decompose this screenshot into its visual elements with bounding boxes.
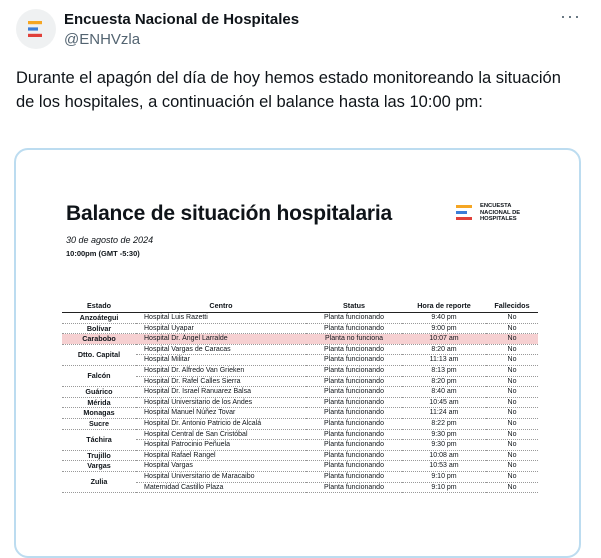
- column-header-hora: Hora de reporte: [402, 300, 486, 313]
- fallecidos-cell: No: [486, 461, 538, 472]
- status-cell: Planta funcionando: [306, 355, 402, 366]
- estado-cell: Carabobo: [62, 334, 136, 345]
- centro-cell: Hospital Dr. Israel Ranuarez Balsa: [136, 387, 306, 398]
- fallecidos-cell: No: [486, 440, 538, 451]
- centro-cell: Hospital Central de San Cristóbal: [136, 429, 306, 440]
- table-row: [62, 313, 538, 324]
- table-row: [62, 323, 538, 334]
- table-row: [62, 418, 538, 429]
- fallecidos-cell: No: [486, 376, 538, 387]
- estado-cell: Falcón: [62, 365, 136, 386]
- centro-cell: Hospital Universitario de los Andes: [136, 397, 306, 408]
- document-date: 30 de agosto de 2024: [66, 235, 154, 245]
- document-title: Balance de situación hospitalaria: [66, 202, 393, 225]
- document-time: 10:00pm (GMT -5:30): [66, 249, 140, 258]
- status-cell: Planta funcionando: [306, 387, 402, 398]
- author-handle[interactable]: @ENHVzla: [64, 31, 141, 48]
- status-cell: Planta funcionando: [306, 429, 402, 440]
- hora-cell: 8:20 pm: [402, 376, 486, 387]
- logo-line: HOSPITALES: [480, 216, 517, 223]
- fallecidos-cell: No: [486, 450, 538, 461]
- fallecidos-cell: No: [486, 365, 538, 376]
- hora-cell: 11:13 am: [402, 355, 486, 366]
- table-row: [62, 461, 538, 472]
- fallecidos-cell: No: [486, 397, 538, 408]
- status-cell: Planta funcionando: [306, 344, 402, 355]
- estado-cell: Zulia: [62, 471, 136, 492]
- hora-cell: 10:07 am: [402, 334, 486, 345]
- hora-cell: 8:13 pm: [402, 365, 486, 376]
- hora-cell: 10:45 am: [402, 397, 486, 408]
- fallecidos-cell: No: [486, 387, 538, 398]
- centro-cell: Hospital Manuel Núñez Tovar: [136, 408, 306, 419]
- estado-cell: Dtto. Capital: [62, 344, 136, 365]
- centro-cell: Hospital Patrocinio Peñuela: [136, 440, 306, 451]
- fallecidos-cell: No: [486, 471, 538, 482]
- fallecidos-cell: No: [486, 482, 538, 493]
- logo-line: ENCUESTA: [480, 203, 512, 209]
- status-cell: Planta funcionando: [306, 471, 402, 482]
- enh-logo-mark-icon: [456, 203, 478, 225]
- hora-cell: 11:24 am: [402, 408, 486, 419]
- hora-cell: 9:40 pm: [402, 313, 486, 324]
- hora-cell: 10:08 am: [402, 450, 486, 461]
- hora-cell: 9:10 pm: [402, 471, 486, 482]
- hora-cell: 9:00 pm: [402, 323, 486, 334]
- status-cell: Planta funcionando: [306, 450, 402, 461]
- column-header-fallecidos: Fallecidos: [486, 300, 538, 313]
- centro-cell: Hospital Rafael Rangel: [136, 450, 306, 461]
- status-cell: Planta funcionando: [306, 408, 402, 419]
- status-cell: Planta funcionando: [306, 376, 402, 387]
- fallecidos-cell: No: [486, 355, 538, 366]
- fallecidos-cell: No: [486, 334, 538, 345]
- estado-cell: Monagas: [62, 408, 136, 419]
- hora-cell: 8:20 am: [402, 344, 486, 355]
- status-cell: Planta funcionando: [306, 418, 402, 429]
- hora-cell: 9:30 pm: [402, 440, 486, 451]
- centro-cell: Hospital Universitario de Maracaibo: [136, 471, 306, 482]
- status-cell: Planta funcionando: [306, 440, 402, 451]
- centro-cell: Hospital Dr. Alfredo Van Grieken: [136, 365, 306, 376]
- author-name[interactable]: Encuesta Nacional de Hospitales: [64, 11, 300, 28]
- avatar[interactable]: [16, 9, 56, 49]
- status-cell: Planta funcionando: [306, 482, 402, 493]
- logo-line: NACIONAL DE: [480, 209, 521, 216]
- logo-text: [480, 203, 520, 223]
- hora-cell: 9:10 pm: [402, 482, 486, 493]
- hora-cell: 9:30 pm: [402, 429, 486, 440]
- estado-cell: Vargas: [62, 461, 136, 472]
- centro-cell: Maternidad Castillo Plaza: [136, 482, 306, 493]
- estado-cell: Táchira: [62, 429, 136, 450]
- table-row: [62, 344, 538, 355]
- estado-cell: Sucre: [62, 418, 136, 429]
- centro-cell: Hospital Militar: [136, 355, 306, 366]
- table-row: [62, 429, 538, 440]
- status-cell: Planta funcionando: [306, 323, 402, 334]
- status-cell: Planta no funciona: [306, 334, 402, 345]
- estado-cell: Bolívar: [62, 323, 136, 334]
- status-cell: Planta funcionando: [306, 397, 402, 408]
- table-row: [62, 471, 538, 482]
- table-row: [62, 450, 538, 461]
- column-header-centro: Centro: [136, 300, 306, 313]
- centro-cell: Hospital Dr. Rafel Calles Sierra: [136, 376, 306, 387]
- fallecidos-cell: No: [486, 429, 538, 440]
- status-cell: Planta funcionando: [306, 313, 402, 324]
- estado-cell: Guárico: [62, 387, 136, 398]
- hora-cell: 8:40 am: [402, 387, 486, 398]
- tweet-text: Durante el apagón del día de hoy hemos estado monitoreando la situación de los hospitales, a continuación el balance hasta las 10:00 pm:: [16, 69, 561, 111]
- enh-document-logo: [456, 203, 536, 233]
- more-options-icon[interactable]: ···: [560, 6, 581, 26]
- centro-cell: Hospital Uyapar: [136, 323, 306, 334]
- enh-logo-icon: [16, 9, 56, 49]
- centro-cell: Hospital Dr. Antonio Patricio de Alcalá: [136, 418, 306, 429]
- media-image[interactable]: [14, 148, 581, 558]
- centro-cell: Hospital Vargas de Caracas: [136, 344, 306, 355]
- fallecidos-cell: No: [486, 313, 538, 324]
- table-body: [62, 313, 538, 493]
- column-header-status: Status: [306, 300, 402, 313]
- centro-cell: Hospital Vargas: [136, 461, 306, 472]
- column-header-estado: Estado: [62, 300, 136, 313]
- centro-cell: Hospital Luis Razetti: [136, 313, 306, 324]
- hora-cell: 8:22 pm: [402, 418, 486, 429]
- table-row: [62, 408, 538, 419]
- table-row: [62, 365, 538, 376]
- fallecidos-cell: No: [486, 408, 538, 419]
- fallecidos-cell: No: [486, 418, 538, 429]
- estado-cell: Anzoátegui: [62, 313, 136, 324]
- table-header-row: [62, 300, 538, 313]
- status-cell: Planta funcionando: [306, 461, 402, 472]
- table-row: [62, 334, 538, 345]
- status-cell: Planta funcionando: [306, 365, 402, 376]
- centro-cell: Hospital Dr. Ángel Larralde: [136, 334, 306, 345]
- estado-cell: Mérida: [62, 397, 136, 408]
- table-row: [62, 387, 538, 398]
- hospital-status-table: [62, 300, 538, 493]
- fallecidos-cell: No: [486, 344, 538, 355]
- table-row: [62, 397, 538, 408]
- estado-cell: Trujillo: [62, 450, 136, 461]
- hora-cell: 10:53 am: [402, 461, 486, 472]
- fallecidos-cell: No: [486, 323, 538, 334]
